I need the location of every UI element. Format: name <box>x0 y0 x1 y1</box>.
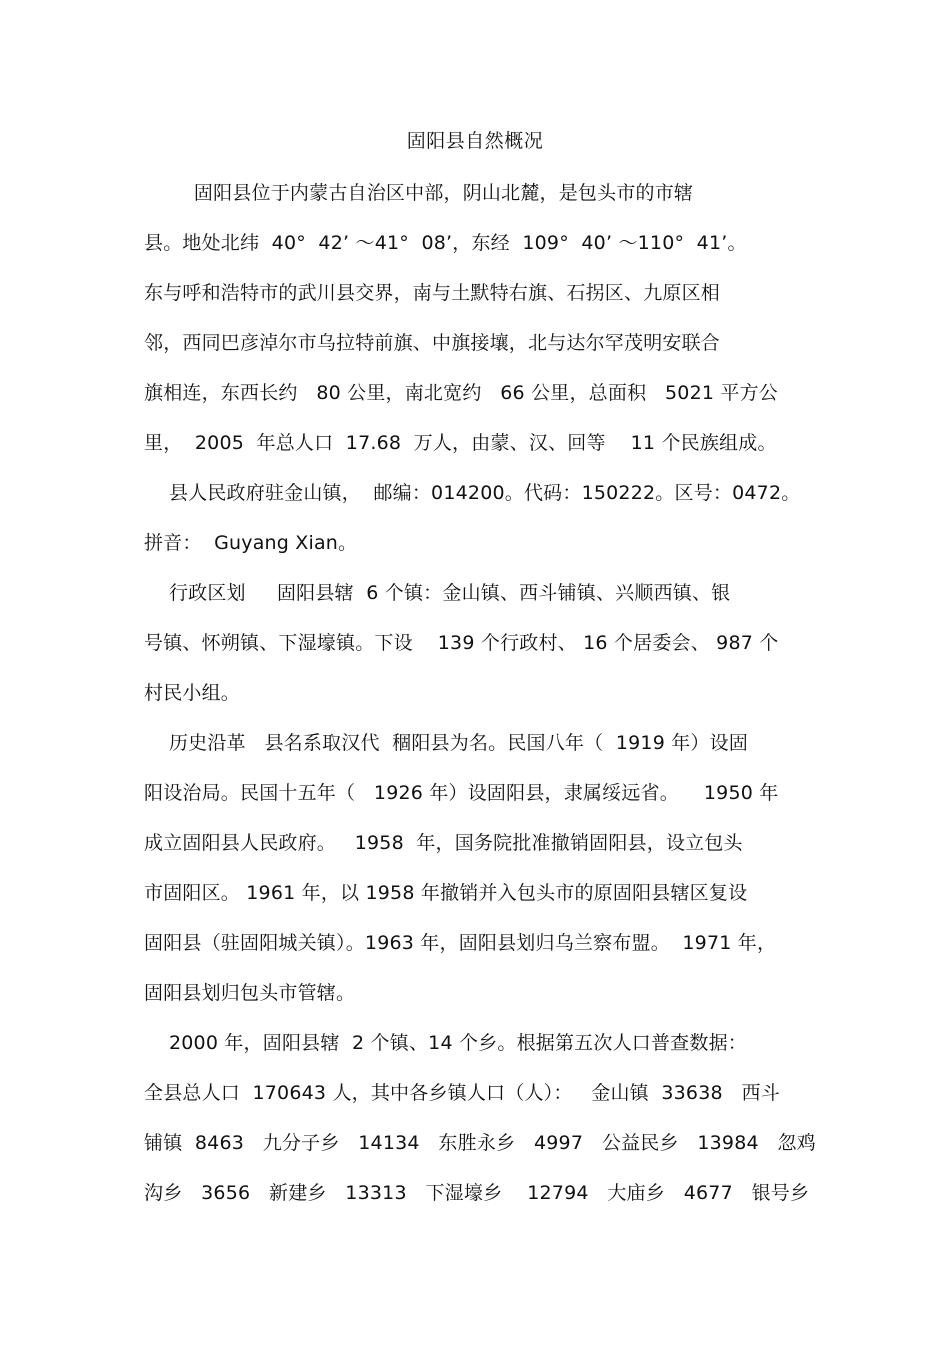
text-line: 邻，西同巴彦淖尔市乌拉特前旗、中旗接壤，北与达尔罕茂明安联合 <box>144 332 721 354</box>
text-line: 里， 2005 年总人口 17.68 万人，由蒙、汉、回等 11 个民族组成。 <box>144 432 777 454</box>
document-title: 固阳县自然概况 <box>406 130 544 152</box>
text-line: 号镇、怀朔镇、下湿壕镇。下设 139 个行政村、 16 个居委会、 987 个 <box>144 632 779 654</box>
text-line: 固阳县（驻固阳城关镇）。1963 年，固阳县划归乌兰察布盟。 1971 年， <box>144 932 777 954</box>
text-line: 东与呼和浩特市的武川县交界，南与土默特右旗、石拐区、九原区相 <box>144 282 721 304</box>
text-line: 铺镇 8463 九分子乡 14134 东胜永乡 4997 公益民乡 13984 忽鸡 <box>144 1132 816 1154</box>
text-line: 成立固阳县人民政府。 1958 年，国务院批准撤销固阳县，设立包头 <box>144 832 743 854</box>
text-line: 固阳县位于内蒙古自治区中部，阴山北麓，是包头市的市辖 <box>144 182 694 204</box>
text-line: 市固阳区。 1961 年，以 1958 年撤销并入包头市的原固阳县辖区复设 <box>144 882 748 904</box>
text-line: 拼音： Guyang Xian。 <box>144 532 358 554</box>
text-line: 阳设治局。民国十五年（ 1926 年）设固阳县，隶属绥远省。 1950 年 <box>144 782 779 804</box>
text-line: 全县总人口 170643 人，其中各乡镇人口（人）： 金山镇 33638 西斗 <box>144 1082 780 1104</box>
text-line: 2000 年，固阳县辖 2 个镇、14 个乡。根据第五次人口普查数据： <box>144 1032 747 1054</box>
text-line: 固阳县划归包头市管辖。 <box>144 982 356 1004</box>
text-line: 县。地处北纬 40° 42’ ～41° 08’，东经 109° 40’ ～110° 41’。 <box>144 232 747 254</box>
text-line: 村民小组。 <box>144 682 241 704</box>
text-line: 沟乡 3656 新建乡 13313 下湿壕乡 12794 大庙乡 4677 银号乡 <box>144 1182 810 1204</box>
text-line: 历史沿革 县名系取汉代 稒阳县为名。民国八年（ 1919 年）设固 <box>144 732 749 754</box>
text-line: 旗相连，东西长约 80 公里，南北宽约 66 公里，总面积 5021 平方公 <box>144 382 778 404</box>
text-line: 行政区划 固阳县辖 6 个镇：金山镇、西斗铺镇、兴顺西镇、银 <box>144 582 731 604</box>
text-line: 县人民政府驻金山镇， 邮编：014200。代码：150222。区号：0472。 <box>144 482 801 504</box>
